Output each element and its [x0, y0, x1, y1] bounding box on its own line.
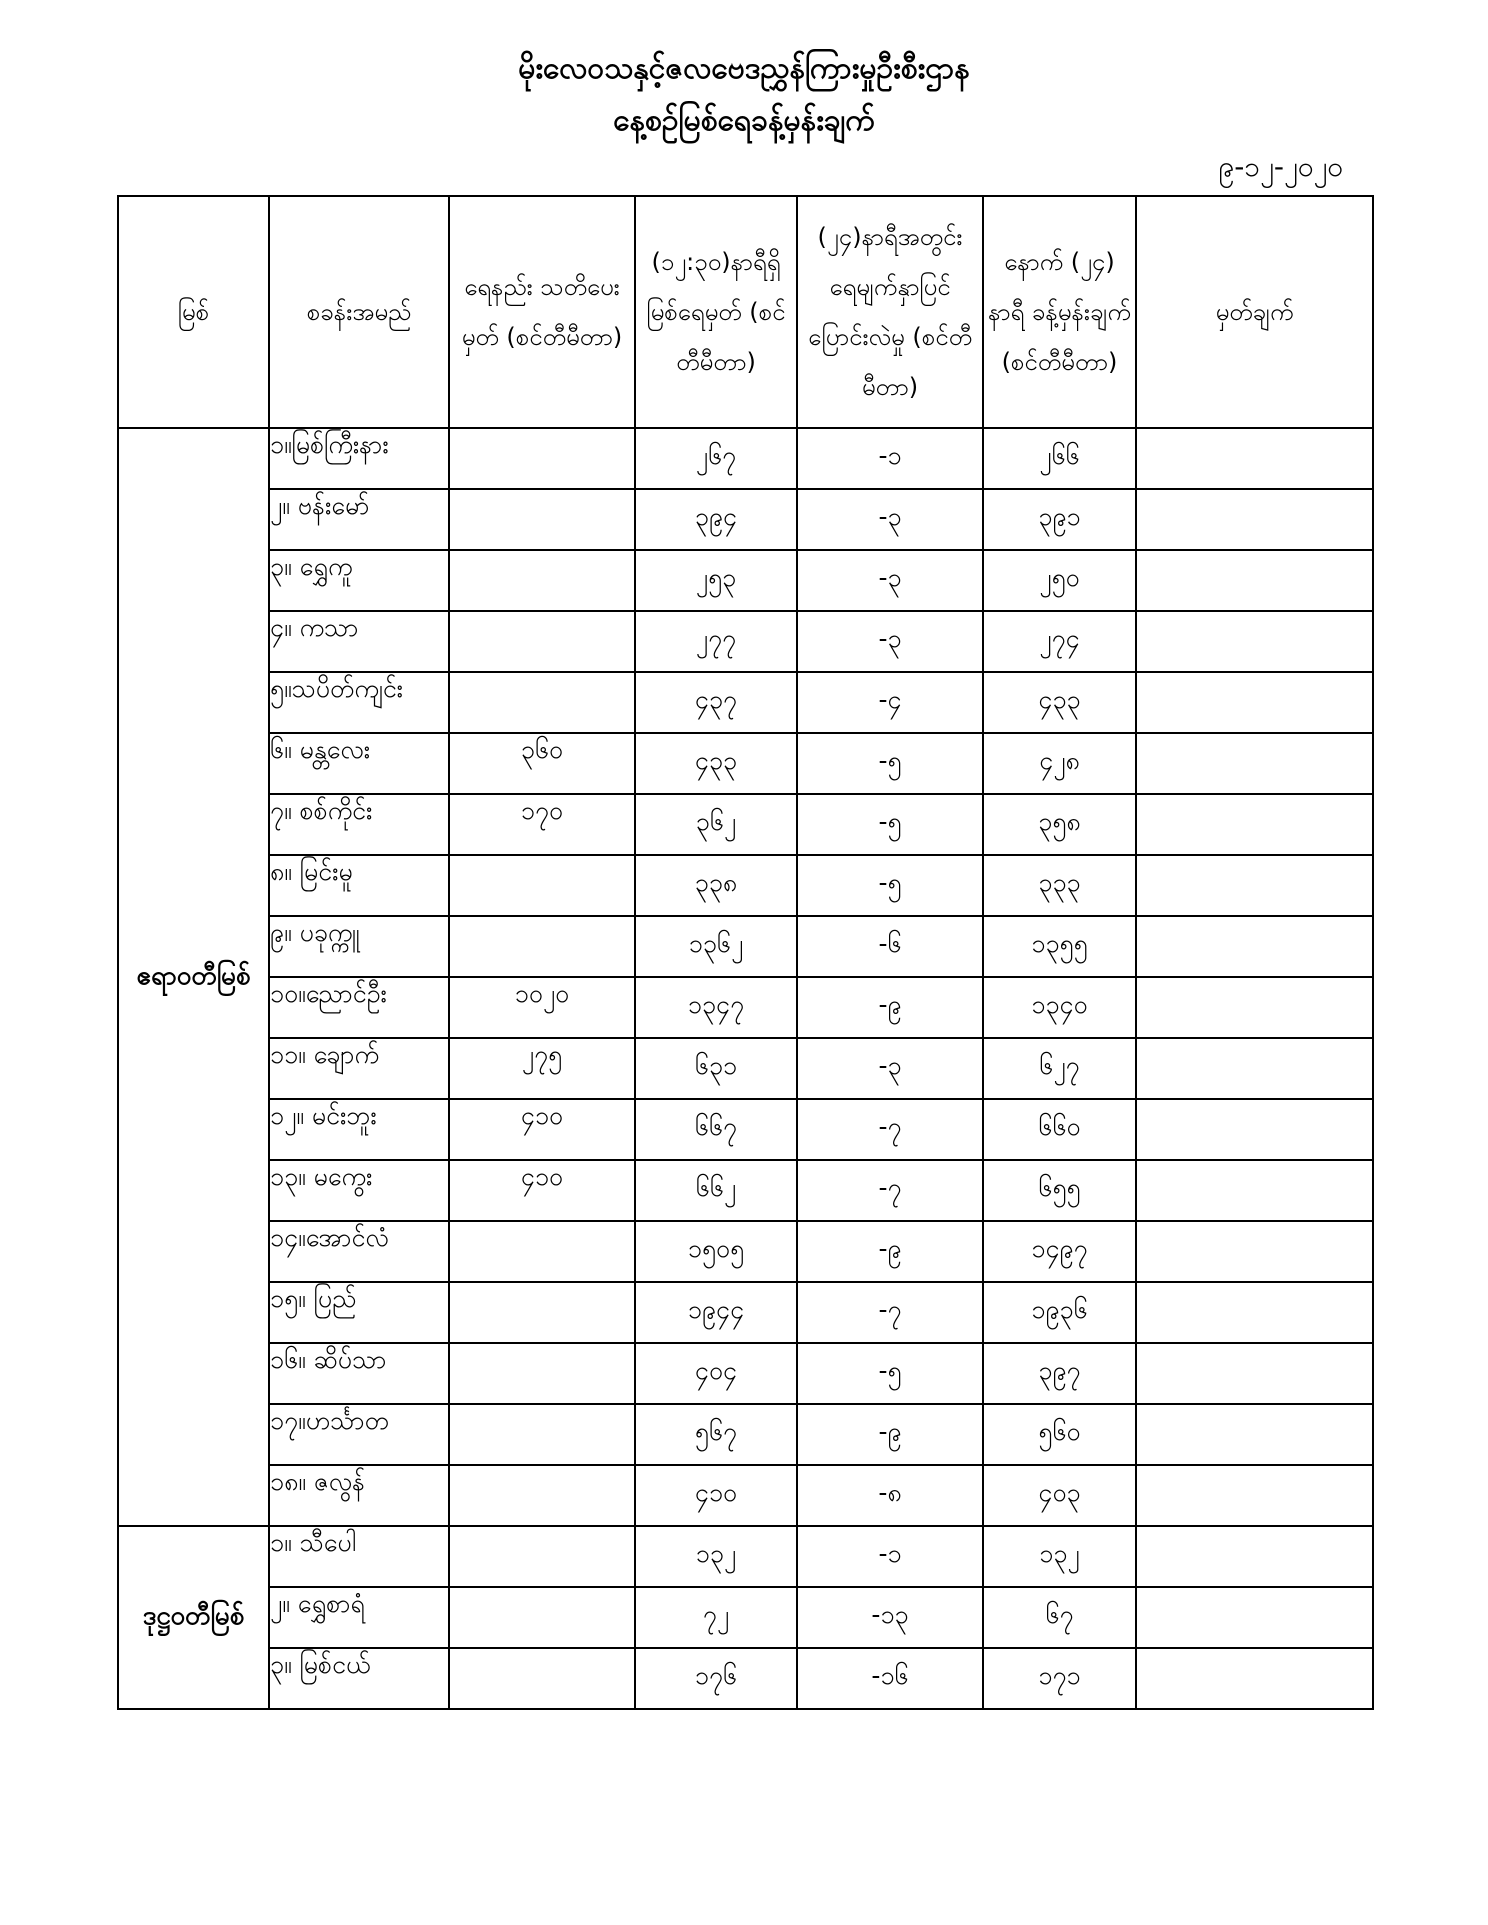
water-level-cell: ၂၅၃: [635, 550, 797, 611]
remark-cell: [1136, 855, 1373, 916]
station-cell: ၁၁။ ချောက်: [269, 1038, 449, 1099]
station-cell: ၃။ ရွှေကူ: [269, 550, 449, 611]
water-level-cell: ၄၁၀: [635, 1465, 797, 1526]
remark-cell: [1136, 1343, 1373, 1404]
forecast-cell: ၃၉၁: [983, 489, 1136, 550]
table-row: [118, 550, 1373, 611]
station-cell: ၁။မြစ်ကြီးနား: [269, 428, 449, 489]
river-name-cell: ဧရာဝတီမြစ်: [118, 428, 269, 1526]
water-level-cell: ၄၀၄: [635, 1343, 797, 1404]
station-cell: ၁။ သီပေါ: [269, 1526, 449, 1587]
table-row: [118, 1404, 1373, 1465]
table-row: [118, 855, 1373, 916]
danger-level-cell: ၄၁၀: [449, 1160, 635, 1221]
water-level-cell: ၁၃၂: [635, 1526, 797, 1587]
forecast-cell: ၁၃၄၀: [983, 977, 1136, 1038]
remark-cell: [1136, 428, 1373, 489]
column-header-station: စခန်းအမည်: [269, 196, 449, 428]
danger-level-cell: [449, 1526, 635, 1587]
remark-cell: [1136, 794, 1373, 855]
level-change-cell: -၇: [797, 1282, 983, 1343]
water-level-cell: ၃၉၄: [635, 489, 797, 550]
water-level-cell: ၁၇၆: [635, 1648, 797, 1709]
level-change-cell: -၁: [797, 1526, 983, 1587]
table-row: [118, 916, 1373, 977]
station-cell: ၂။ ဗန်းမော်: [269, 489, 449, 550]
danger-level-cell: ၁၇၀: [449, 794, 635, 855]
column-header-forecast: နောက် (၂၄) နာရီ ခန့်မှန်းချက် (စင်တီမီတာ): [983, 196, 1136, 428]
danger-level-cell: [449, 1343, 635, 1404]
forecast-cell: ၁၃၂: [983, 1526, 1136, 1587]
table-header-row: [118, 196, 1373, 428]
station-cell: ၁၃။ မကွေး: [269, 1160, 449, 1221]
station-cell: ၁၆။ ဆိပ်သာ: [269, 1343, 449, 1404]
danger-level-cell: [449, 550, 635, 611]
danger-level-cell: [449, 1648, 635, 1709]
forecast-cell: ၃၃၃: [983, 855, 1136, 916]
forecast-cell: ၁၃၅၅: [983, 916, 1136, 977]
report-date: ၉-၁၂-၂၀၂၀: [1218, 150, 1343, 183]
remark-cell: [1136, 1648, 1373, 1709]
table-row: [118, 1038, 1373, 1099]
remark-cell: [1136, 1404, 1373, 1465]
level-change-cell: -၃: [797, 550, 983, 611]
station-cell: ၁၄။အောင်လံ: [269, 1221, 449, 1282]
water-level-cell: ၃၃၈: [635, 855, 797, 916]
table-row: [118, 733, 1373, 794]
level-change-cell: -၅: [797, 1343, 983, 1404]
remark-cell: [1136, 489, 1373, 550]
water-level-cell: ၁၅၀၅: [635, 1221, 797, 1282]
level-change-cell: -၅: [797, 855, 983, 916]
danger-level-cell: [449, 428, 635, 489]
level-change-cell: -၇: [797, 1099, 983, 1160]
level-change-cell: -၁၃: [797, 1587, 983, 1648]
remark-cell: [1136, 1038, 1373, 1099]
column-header-danger-level: ရေနည်း သတိပေးမှတ် (စင်တီမီတာ): [449, 196, 635, 428]
forecast-cell: ၁၄၉၇: [983, 1221, 1136, 1282]
table-row: [118, 1587, 1373, 1648]
river-name-cell: ဒုဋ္ဌဝတီမြစ်: [118, 1526, 269, 1709]
table-row: [118, 428, 1373, 489]
forecast-cell: ၂၆၆: [983, 428, 1136, 489]
remark-cell: [1136, 733, 1373, 794]
table-row: [118, 1465, 1373, 1526]
station-cell: ၂။ ရွှေစာရံ: [269, 1587, 449, 1648]
column-header-remark: မှတ်ချက်: [1136, 196, 1373, 428]
remark-cell: [1136, 611, 1373, 672]
column-header-water-level: (၁၂:၃၀)နာရီရှိ မြစ်ရေမှတ် (စင်တီမီတာ): [635, 196, 797, 428]
table-row: [118, 1343, 1373, 1404]
water-level-cell: ၆၃၁: [635, 1038, 797, 1099]
level-change-cell: -၉: [797, 977, 983, 1038]
forecast-cell: ၄၂၈: [983, 733, 1136, 794]
danger-level-cell: [449, 489, 635, 550]
water-level-cell: ၄၃၇: [635, 672, 797, 733]
column-header-river: မြစ်: [118, 196, 269, 428]
station-cell: ၁၈။ ဇလွန်: [269, 1465, 449, 1526]
water-level-cell: ၆၆၇: [635, 1099, 797, 1160]
danger-level-cell: [449, 611, 635, 672]
forecast-cell: ၅၆၀: [983, 1404, 1136, 1465]
table-row: [118, 1526, 1373, 1587]
level-change-cell: -၄: [797, 672, 983, 733]
station-cell: ၁၀။ညောင်ဦး: [269, 977, 449, 1038]
forecast-cell: ၆၂၇: [983, 1038, 1136, 1099]
water-level-cell: ၂၇၇: [635, 611, 797, 672]
remark-cell: [1136, 977, 1373, 1038]
forecast-cell: ၂၇၄: [983, 611, 1136, 672]
danger-level-cell: [449, 1587, 635, 1648]
remark-cell: [1136, 1465, 1373, 1526]
danger-level-cell: [449, 672, 635, 733]
forecast-cell: ၂၅၀: [983, 550, 1136, 611]
danger-level-cell: ၁၀၂၀: [449, 977, 635, 1038]
remark-cell: [1136, 1587, 1373, 1648]
forecast-cell: ၃၉၇: [983, 1343, 1136, 1404]
station-cell: ၄။ ကသာ: [269, 611, 449, 672]
danger-level-cell: ၃၆၀: [449, 733, 635, 794]
forecast-cell: ၆၅၅: [983, 1160, 1136, 1221]
forecast-cell: ၁၇၁: [983, 1648, 1136, 1709]
remark-cell: [1136, 1526, 1373, 1587]
level-change-cell: -၈: [797, 1465, 983, 1526]
table-row: [118, 1648, 1373, 1709]
danger-level-cell: [449, 1282, 635, 1343]
remark-cell: [1136, 672, 1373, 733]
danger-level-cell: [449, 855, 635, 916]
station-cell: ၆။ မန္တလေး: [269, 733, 449, 794]
station-cell: ၁၇။ဟင်္သာတ: [269, 1404, 449, 1465]
water-level-cell: ၄၃၃: [635, 733, 797, 794]
forecast-cell: ၆၆၀: [983, 1099, 1136, 1160]
remark-cell: [1136, 916, 1373, 977]
table-row: [118, 1282, 1373, 1343]
danger-level-cell: [449, 916, 635, 977]
remark-cell: [1136, 1160, 1373, 1221]
water-level-cell: ၇၂: [635, 1587, 797, 1648]
table-row: [118, 1221, 1373, 1282]
remark-cell: [1136, 1282, 1373, 1343]
table-row: [118, 794, 1373, 855]
remark-cell: [1136, 1221, 1373, 1282]
level-change-cell: -၁၆: [797, 1648, 983, 1709]
station-cell: ၁၅။ ပြည်: [269, 1282, 449, 1343]
page-title: မိုးလေဝသနှင့်ဇလဗေဒညွှန်ကြားမှုဦးစီးဌာန: [518, 51, 970, 86]
danger-level-cell: ၄၁၀: [449, 1099, 635, 1160]
column-header-change: (၂၄)နာရီအတွင်း ရေမျက်နှာပြင် ပြောင်းလဲမှု (စင်တီမီတာ): [797, 196, 983, 428]
danger-level-cell: ၂၇၅: [449, 1038, 635, 1099]
station-cell: ၁၂။ မင်းဘူး: [269, 1099, 449, 1160]
water-level-cell: ၅၆၇: [635, 1404, 797, 1465]
level-change-cell: -၅: [797, 794, 983, 855]
forecast-cell: ၁၉၃၆: [983, 1282, 1136, 1343]
table-row: [118, 1160, 1373, 1221]
water-level-cell: ၆၆၂: [635, 1160, 797, 1221]
level-change-cell: -၉: [797, 1221, 983, 1282]
water-level-cell: ၁၃၆၂: [635, 916, 797, 977]
table-row: [118, 977, 1373, 1038]
station-cell: ၈။ မြင်းမူ: [269, 855, 449, 916]
level-change-cell: -၆: [797, 916, 983, 977]
station-cell: ၉။ ပခုက္ကူ: [269, 916, 449, 977]
remark-cell: [1136, 550, 1373, 611]
table-row: [118, 672, 1373, 733]
level-change-cell: -၅: [797, 733, 983, 794]
danger-level-cell: [449, 1221, 635, 1282]
table-row: [118, 489, 1373, 550]
water-level-cell: ၃၆၂: [635, 794, 797, 855]
forecast-cell: ၆၇: [983, 1587, 1136, 1648]
danger-level-cell: [449, 1404, 635, 1465]
level-change-cell: -၃: [797, 489, 983, 550]
forecast-cell: ၃၅၈: [983, 794, 1136, 855]
water-level-cell: ၁၃၄၇: [635, 977, 797, 1038]
station-cell: ၇။ စစ်ကိုင်း: [269, 794, 449, 855]
page-subtitle: နေ့စဉ်မြစ်ရေခန့်မှန်းချက်: [613, 103, 875, 138]
table-row: [118, 611, 1373, 672]
forecast-cell: ၄၀၃: [983, 1465, 1136, 1526]
level-change-cell: -၇: [797, 1160, 983, 1221]
danger-level-cell: [449, 1465, 635, 1526]
water-level-cell: ၂၆၇: [635, 428, 797, 489]
table-row: [118, 1099, 1373, 1160]
level-change-cell: -၉: [797, 1404, 983, 1465]
level-change-cell: -၁: [797, 428, 983, 489]
water-level-cell: ၁၉၄၄: [635, 1282, 797, 1343]
station-cell: ၅။သပိတ်ကျင်း: [269, 672, 449, 733]
forecast-cell: ၄၃၃: [983, 672, 1136, 733]
level-change-cell: -၃: [797, 1038, 983, 1099]
remark-cell: [1136, 1099, 1373, 1160]
forecast-table: [117, 195, 1374, 1710]
station-cell: ၃။ မြစ်ငယ်: [269, 1648, 449, 1709]
level-change-cell: -၃: [797, 611, 983, 672]
